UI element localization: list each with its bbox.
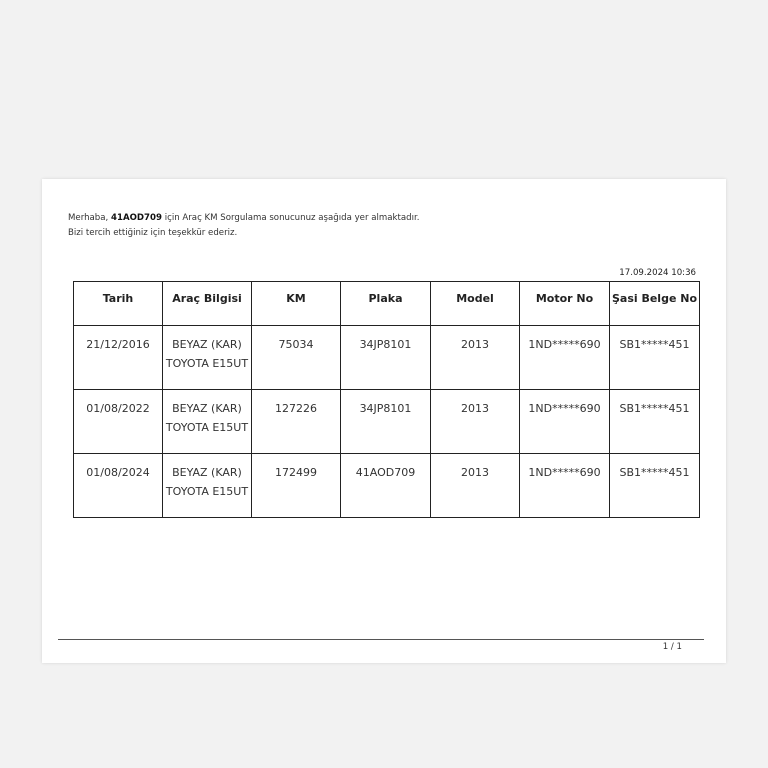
report-timestamp: 17.09.2024 10:36 [619,268,696,278]
cell-plaka: 41AOD709 [341,454,431,518]
table-row [74,390,700,454]
cell-arac-bilgisi: BEYAZ (KAR) TOYOTA E15UT [163,454,252,518]
cell-km: 127226 [252,390,341,454]
cell-arac-bilgisi: BEYAZ (KAR) TOYOTA E15UT [163,326,252,390]
km-report-table [73,281,700,518]
cell-km: 172499 [252,454,341,518]
greeting-suffix: için Araç KM Sorgulama sonucunuz aşağıda yer almaktadır. [161,213,420,223]
cell-model: 2013 [431,326,520,390]
cell-model: 2013 [431,454,520,518]
header-km: KM [252,282,341,326]
header-arac-bilgisi: Araç Bilgisi [163,282,252,326]
cell-tarih: 01/08/2022 [74,390,163,454]
cell-sasi-belge-no: SB1*****451 [610,390,700,454]
table-header-row [74,282,700,326]
thanks-line: Bizi tercih ettiğiniz için teşekkür ederiz. [68,228,238,238]
document-page [42,179,726,663]
table-row [74,454,700,518]
cell-model: 2013 [431,390,520,454]
cell-km: 75034 [252,326,341,390]
cell-plaka: 34JP8101 [341,390,431,454]
cell-motor-no: 1ND*****690 [520,326,610,390]
cell-sasi-belge-no: SB1*****451 [610,326,700,390]
greeting-text [68,211,419,241]
plate-number: 41AOD709 [110,213,162,223]
header-tarih: Tarih [74,282,163,326]
header-model: Model [431,282,520,326]
greeting-prefix: Merhaba, [68,213,111,223]
footer-divider [58,639,704,640]
cell-tarih: 01/08/2024 [74,454,163,518]
header-sasi-belge-no: Şasi Belge No [610,282,700,326]
greeting-line [68,211,419,226]
page-indicator: 1 / 1 [662,642,682,652]
cell-plaka: 34JP8101 [341,326,431,390]
cell-sasi-belge-no: SB1*****451 [610,454,700,518]
cell-motor-no: 1ND*****690 [520,390,610,454]
header-motor-no: Motor No [520,282,610,326]
table-row [74,326,700,390]
header-plaka: Plaka [341,282,431,326]
cell-arac-bilgisi: BEYAZ (KAR) TOYOTA E15UT [163,390,252,454]
cell-tarih: 21/12/2016 [74,326,163,390]
cell-motor-no: 1ND*****690 [520,454,610,518]
